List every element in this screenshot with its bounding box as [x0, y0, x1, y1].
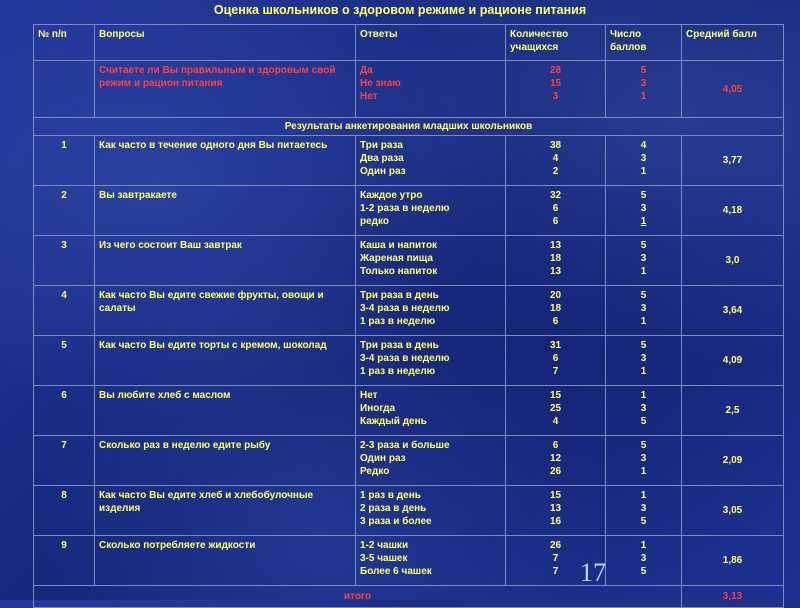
- answer-item: Каша и напиток: [360, 240, 438, 251]
- row-question: Из чего состоит Ваш завтрак: [95, 236, 356, 286]
- row-points: [606, 386, 682, 436]
- total-row: [34, 586, 784, 608]
- slide-title: Оценка школьников о здоровом режиме и рационе питания: [213, 3, 587, 17]
- intro-count: 3: [552, 91, 559, 102]
- count-item: 18: [549, 253, 562, 264]
- count-item: 7: [552, 566, 559, 577]
- row-counts: [506, 136, 606, 186]
- row-avg: 3,05: [682, 486, 784, 536]
- point-item: 5: [640, 416, 647, 427]
- count-item: 25: [549, 403, 562, 414]
- count-item: 20: [549, 290, 562, 301]
- row-num: 9: [34, 536, 95, 586]
- answer-item: Три раза: [360, 140, 403, 151]
- answer-item: Редко: [360, 466, 390, 477]
- count-item: 6: [552, 316, 559, 327]
- row-num: 7: [34, 436, 95, 486]
- answer-item: 2-3 раза и больше: [360, 440, 450, 451]
- intro-answer: Не знаю: [360, 78, 401, 89]
- row-points: [606, 536, 682, 586]
- answer-item: Три раза в день: [360, 290, 439, 301]
- count-item: 4: [552, 416, 559, 427]
- row-points: [606, 186, 682, 236]
- answer-item: Только напиток: [360, 266, 438, 277]
- point-item: 1: [640, 540, 647, 551]
- intro-answers: [356, 61, 506, 118]
- answer-item: Один раз: [360, 166, 406, 177]
- row-question: Сколько раз в неделю едите рыбу: [95, 436, 356, 486]
- count-item: 2: [552, 166, 559, 177]
- row-num: 8: [34, 486, 95, 536]
- row-counts: [506, 386, 606, 436]
- answer-item: редко: [360, 216, 389, 227]
- header-avg: Средний балл: [682, 25, 784, 61]
- row-question: Как часто Вы едите торты с кремом, шоколад: [95, 336, 356, 386]
- point-item: 1: [640, 316, 647, 327]
- point-item: 1: [640, 166, 647, 177]
- table-row: [34, 536, 784, 586]
- row-points: [606, 486, 682, 536]
- intro-num-cell: [34, 61, 95, 118]
- answer-item: Каждый день: [360, 416, 427, 427]
- intro-avg: 4,05: [682, 61, 784, 118]
- point-item: 3: [640, 403, 647, 414]
- answer-item: Более 6 чашек: [360, 566, 432, 577]
- header-questions: Вопросы: [95, 25, 356, 61]
- count-item: 6: [552, 203, 559, 214]
- answer-item: Один раз: [360, 453, 406, 464]
- header-row: [34, 25, 784, 61]
- point-item: 5: [640, 240, 647, 251]
- intro-point: 3: [640, 78, 647, 89]
- header-points: Число баллов: [606, 25, 682, 61]
- count-item: 26: [549, 466, 562, 477]
- row-question: Как часто Вы едите свежие фрукты, овощи и салаты: [95, 286, 356, 336]
- intro-question: Считаете ли Вы правильным и здоровым свой режим и рацион питания: [95, 61, 356, 118]
- page-number: 17: [580, 558, 606, 587]
- row-counts: [506, 186, 606, 236]
- point-item: 3: [640, 153, 647, 164]
- intro-count: 15: [549, 78, 562, 89]
- count-item: 26: [549, 540, 562, 551]
- row-answers: [356, 186, 506, 236]
- row-avg: 1,86: [682, 536, 784, 586]
- answer-item: Каждое утро: [360, 190, 423, 201]
- row-answers: [356, 336, 506, 386]
- count-item: 4: [552, 153, 559, 164]
- answer-item: 1 раз в день: [360, 490, 421, 501]
- row-points: [606, 286, 682, 336]
- section-title: Результаты анкетирования младших школьников: [34, 118, 784, 136]
- row-avg: 4,09: [682, 336, 784, 386]
- answer-item: 3-4 раза в неделю: [360, 303, 450, 314]
- point-item: 1: [640, 266, 647, 277]
- count-item: 7: [552, 553, 559, 564]
- row-answers: [356, 536, 506, 586]
- row-num: 2: [34, 186, 95, 236]
- header-count: Количество учащихся: [506, 25, 606, 61]
- point-item: 1: [640, 466, 647, 477]
- row-num: 5: [34, 336, 95, 386]
- row-num: 6: [34, 386, 95, 436]
- count-item: 13: [549, 240, 562, 251]
- point-item: 5: [640, 566, 647, 577]
- answer-item: 3-4 раза в неделю: [360, 353, 450, 364]
- count-item: 16: [549, 516, 562, 527]
- point-item: 3: [640, 503, 647, 514]
- table-row: [34, 486, 784, 536]
- point-item: 3: [640, 453, 647, 464]
- point-item: 3: [640, 303, 647, 314]
- row-answers: [356, 236, 506, 286]
- row-counts: [506, 236, 606, 286]
- count-item: 13: [549, 266, 562, 277]
- row-points: [606, 236, 682, 286]
- answer-item: 1 раз в неделю: [360, 316, 436, 327]
- table-row: [34, 236, 784, 286]
- count-item: 32: [549, 190, 562, 201]
- row-answers: [356, 436, 506, 486]
- point-item: 1: [640, 366, 647, 377]
- point-item: 5: [640, 190, 647, 201]
- row-answers: [356, 486, 506, 536]
- table-row: [34, 386, 784, 436]
- answer-item: 2 раза в день: [360, 503, 427, 514]
- row-avg: 2,5: [682, 386, 784, 436]
- row-avg: 3,77: [682, 136, 784, 186]
- point-item: 1: [640, 216, 647, 227]
- intro-count: 28: [549, 65, 562, 76]
- row-answers: [356, 136, 506, 186]
- row-answers: [356, 286, 506, 336]
- point-item: 3: [640, 253, 647, 264]
- total-value: 3,13: [682, 586, 784, 608]
- count-item: 6: [552, 353, 559, 364]
- answer-item: 1-2 раза в неделю: [360, 203, 450, 214]
- answer-item: Два раза: [360, 153, 404, 164]
- answer-item: 1 раз в неделю: [360, 366, 436, 377]
- header-num: № п/п: [34, 25, 95, 61]
- intro-point: 1: [640, 91, 647, 102]
- answer-item: Жареная пища: [360, 253, 433, 264]
- count-item: 15: [549, 490, 562, 501]
- section-row: [34, 118, 784, 136]
- intro-points: [606, 61, 682, 118]
- intro-row: [34, 61, 784, 118]
- count-item: 31: [549, 340, 562, 351]
- answer-item: Иногда: [360, 403, 396, 414]
- total-label: итого: [34, 586, 682, 608]
- table-row: [34, 186, 784, 236]
- row-counts: [506, 436, 606, 486]
- row-num: 3: [34, 236, 95, 286]
- point-item: 3: [640, 203, 647, 214]
- row-avg: 4,18: [682, 186, 784, 236]
- point-item: 5: [640, 290, 647, 301]
- intro-answer: Нет: [360, 91, 378, 102]
- row-avg: 2,09: [682, 436, 784, 486]
- row-question: Сколько потребляете жидкости: [95, 536, 356, 586]
- row-avg: 3,64: [682, 286, 784, 336]
- point-item: 1: [640, 390, 647, 401]
- answer-item: Три раза в день: [360, 340, 439, 351]
- header-answers: Ответы: [356, 25, 506, 61]
- point-item: 5: [640, 516, 647, 527]
- point-item: 4: [640, 140, 647, 151]
- row-points: [606, 436, 682, 486]
- table-row: [34, 336, 784, 386]
- count-item: 18: [549, 303, 562, 314]
- intro-answer: Да: [360, 65, 373, 76]
- row-avg: 3,0: [682, 236, 784, 286]
- row-num: 1: [34, 136, 95, 186]
- row-question: Как часто Вы едите хлеб и хлебобулочные изделия: [95, 486, 356, 536]
- row-num: 4: [34, 286, 95, 336]
- answer-item: 3 раза и более: [360, 516, 432, 527]
- answer-item: 1-2 чашки: [360, 540, 409, 551]
- answer-item: Нет: [360, 390, 378, 401]
- table-row: [34, 436, 784, 486]
- point-item: 3: [640, 353, 647, 364]
- point-item: 3: [640, 553, 647, 564]
- intro-point: 5: [640, 65, 647, 76]
- row-points: [606, 136, 682, 186]
- count-item: 13: [549, 503, 562, 514]
- row-question: Как часто в течение одного дня Вы питаетесь: [95, 136, 356, 186]
- point-item: 5: [640, 440, 647, 451]
- point-item: 1: [640, 490, 647, 501]
- count-item: 12: [549, 453, 562, 464]
- row-counts: [506, 486, 606, 536]
- count-item: 38: [549, 140, 562, 151]
- count-item: 6: [552, 216, 559, 227]
- point-item: 5: [640, 340, 647, 351]
- count-item: 15: [549, 390, 562, 401]
- count-item: 7: [552, 366, 559, 377]
- table-row: [34, 136, 784, 186]
- row-counts: [506, 336, 606, 386]
- survey-table: [33, 24, 784, 608]
- table-row: [34, 286, 784, 336]
- row-answers: [356, 386, 506, 436]
- row-points: [606, 336, 682, 386]
- intro-counts: [506, 61, 606, 118]
- count-item: 6: [552, 440, 559, 451]
- row-question: Вы завтракаете: [95, 186, 356, 236]
- row-question: Вы любите хлеб с маслом: [95, 386, 356, 436]
- answer-item: 3-5 чашек: [360, 553, 408, 564]
- row-counts: [506, 286, 606, 336]
